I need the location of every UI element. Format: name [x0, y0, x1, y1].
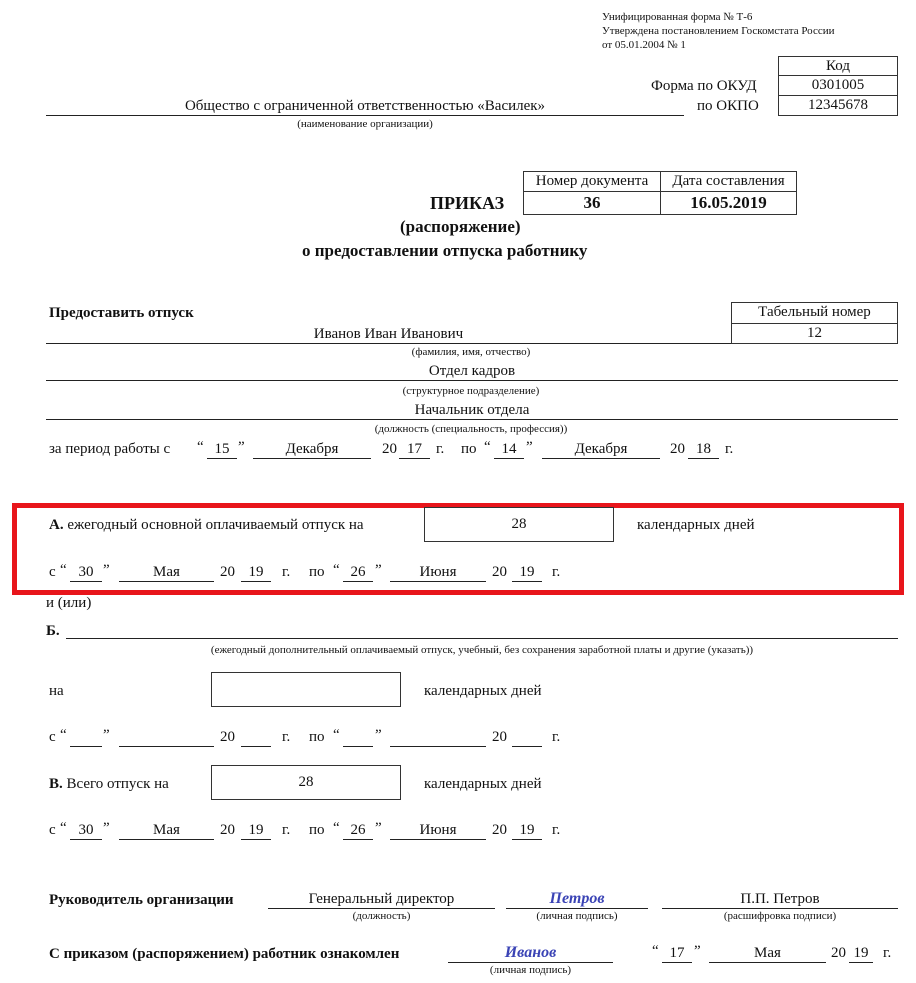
quote-open: “: [484, 439, 491, 455]
section-b-from-month: [119, 728, 214, 747]
employee-signature: Иванов: [448, 944, 613, 963]
position-caption: (должность (специальность, профессия)): [374, 423, 568, 435]
section-b-from-year: [241, 728, 271, 747]
section-a-row: [49, 516, 364, 534]
century: 20: [382, 441, 397, 457]
form-line-1: Унифицированная форма № Т-6: [602, 11, 753, 23]
and-or: и (или): [46, 595, 92, 611]
section-b-to-month: [390, 728, 486, 747]
to-word: по: [309, 729, 325, 745]
section-v-label: Всего отпуск на: [66, 776, 169, 792]
doc-number-header: Номер документа: [523, 171, 661, 192]
section-v-calendar-days: календарных дней: [424, 776, 542, 792]
section-b-days: [211, 672, 401, 707]
century: 20: [670, 441, 685, 457]
year-suffix: г.: [282, 822, 291, 838]
quote-close: ”: [238, 439, 245, 455]
century: 20: [220, 564, 235, 580]
department: Отдел кадров: [46, 362, 898, 381]
section-a-label: ежегодный основной оплачиваемый отпуск на: [67, 517, 364, 533]
quote-close: ”: [103, 727, 110, 743]
section-a-to-month: Июня: [390, 563, 486, 582]
quote-close: ”: [103, 820, 110, 836]
section-b-on-label: на: [49, 683, 64, 699]
head-signature: Петров: [506, 890, 648, 909]
quote-close: ”: [375, 562, 382, 578]
century: 20: [220, 822, 235, 838]
quote-open: “: [333, 727, 340, 743]
code-header: Код: [778, 56, 898, 76]
year-suffix: г.: [725, 441, 734, 457]
to-word: по: [461, 441, 477, 457]
section-a-from-day: 30: [70, 563, 102, 582]
century: 20: [492, 564, 507, 580]
century: 20: [831, 945, 846, 961]
decoded-caption: (расшифровка подписи): [723, 910, 837, 922]
doc-date-header: Дата составления: [660, 171, 797, 192]
okud-value: 0301005: [778, 75, 898, 96]
work-period-label: за период работы с: [49, 441, 171, 457]
document-heading: о предоставлении отпуска работнику: [302, 241, 588, 260]
tab-number: 12: [731, 323, 898, 344]
signature-caption: (личная подпись): [536, 910, 618, 922]
section-a-letter: А.: [49, 517, 64, 533]
head-decoded: П.П. Петров: [662, 890, 898, 909]
quote-close: ”: [375, 727, 382, 743]
ack-year: 19: [849, 944, 873, 963]
section-v-to-month: Июня: [390, 821, 486, 840]
signature-caption: (личная подпись): [489, 964, 572, 976]
section-b-to-day: [343, 728, 373, 747]
work-to-month: Декабря: [542, 440, 660, 459]
section-v-row: [49, 775, 169, 793]
to-word: по: [309, 564, 325, 580]
section-v-letter: В.: [49, 776, 63, 792]
okpo-value: 12345678: [778, 95, 898, 116]
from-word: с: [49, 729, 56, 745]
ack-month: Мая: [709, 944, 826, 963]
quote-open: “: [333, 820, 340, 836]
section-a-from-year: 19: [241, 563, 271, 582]
quote-open: “: [652, 943, 659, 959]
section-v-to-year: 19: [512, 821, 542, 840]
position-caption: (должность): [352, 910, 411, 922]
year-suffix: г.: [552, 822, 561, 838]
quote-open: “: [333, 562, 340, 578]
okpo-label: по ОКПО: [697, 98, 759, 114]
doc-number: 36: [523, 191, 661, 215]
section-v-from-month: Мая: [119, 821, 214, 840]
section-v-from-day: 30: [70, 821, 102, 840]
head-label: Руководитель организации: [49, 892, 234, 908]
century: 20: [220, 729, 235, 745]
grant-label: Предоставить отпуск: [49, 305, 194, 321]
century: 20: [492, 822, 507, 838]
form-line-2: Утверждена постановлением Госкомстата России: [602, 25, 835, 37]
year-suffix: г.: [552, 729, 561, 745]
employee-name: Иванов Иван Иванович: [46, 325, 731, 344]
work-from-day: 15: [207, 440, 237, 459]
head-position: Генеральный директор: [268, 890, 495, 909]
quote-open: “: [60, 727, 67, 743]
section-b-from-day: [70, 728, 102, 747]
work-from-year: 17: [399, 440, 430, 459]
year-suffix: г.: [282, 564, 291, 580]
tab-number-header: Табельный номер: [731, 302, 898, 324]
section-a-from-month: Мая: [119, 563, 214, 582]
quote-close: ”: [526, 439, 533, 455]
work-from-month: Декабря: [253, 440, 371, 459]
quote-open: “: [60, 820, 67, 836]
year-suffix: г.: [282, 729, 291, 745]
section-b-calendar-days: календарных дней: [424, 683, 542, 699]
from-word: с: [49, 822, 56, 838]
work-to-year: 18: [688, 440, 719, 459]
ack-label: С приказом (распоряжением) работник ознакомлен: [49, 946, 400, 962]
organization-caption: (наименование организации): [297, 118, 433, 130]
section-b-to-year: [512, 728, 542, 747]
quote-open: “: [197, 439, 204, 455]
document-title: ПРИКАЗ: [430, 193, 505, 213]
name-caption: (фамилия, имя, отчество): [411, 346, 531, 358]
from-word: с: [49, 564, 56, 580]
section-v-to-day: 26: [343, 821, 373, 840]
section-v-from-year: 19: [241, 821, 271, 840]
department-caption: (структурное подразделение): [402, 385, 540, 397]
year-suffix: г.: [883, 945, 892, 961]
section-b-line: [66, 638, 898, 639]
okud-label: Форма по ОКУД: [651, 78, 757, 94]
section-b-letter: Б.: [46, 623, 60, 639]
position: Начальник отдела: [46, 401, 898, 420]
section-a-to-year: 19: [512, 563, 542, 582]
quote-close: ”: [375, 820, 382, 836]
section-a-calendar-days: календарных дней: [637, 517, 755, 533]
ack-day: 17: [662, 944, 692, 963]
document-subtitle: (распоряжение): [400, 217, 521, 236]
quote-open: “: [60, 562, 67, 578]
form-line-3: от 05.01.2004 № 1: [602, 39, 686, 51]
year-suffix: г.: [436, 441, 445, 457]
quote-close: ”: [694, 943, 701, 959]
century: 20: [492, 729, 507, 745]
quote-close: ”: [103, 562, 110, 578]
year-suffix: г.: [552, 564, 561, 580]
work-to-day: 14: [494, 440, 524, 459]
organization-name: Общество с ограниченной ответственностью «Василек»: [46, 97, 684, 116]
section-b-caption: (ежегодный дополнительный оплачиваемый отпуск, учебный, без сохранения заработной платы и другие (указать)): [210, 644, 754, 656]
to-word: по: [309, 822, 325, 838]
section-a-to-day: 26: [343, 563, 373, 582]
section-a-days: 28: [424, 507, 614, 542]
section-v-days: 28: [211, 765, 401, 800]
doc-date: 16.05.2019: [660, 191, 797, 215]
